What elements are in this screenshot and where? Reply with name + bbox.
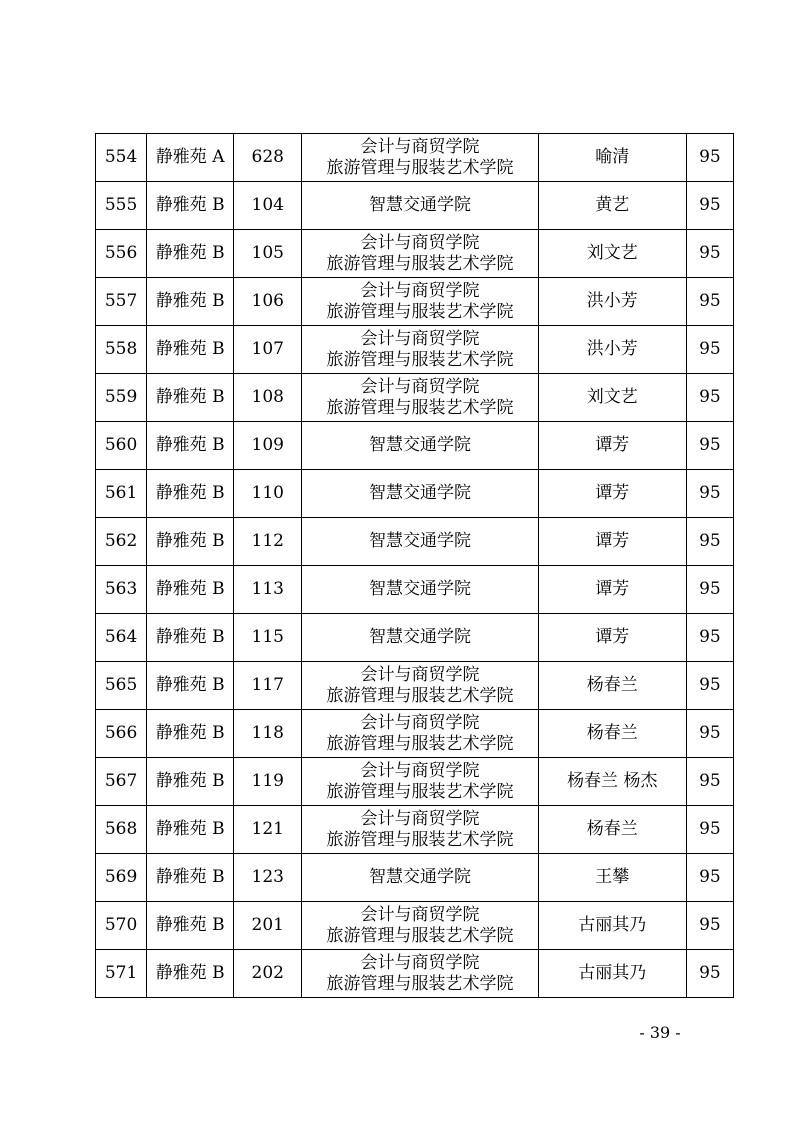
college-name: 会计与商贸学院 xyxy=(360,808,480,829)
table-row xyxy=(96,134,734,182)
college-name: 智慧交通学院 xyxy=(368,195,471,215)
college-name: 会计与商贸学院 xyxy=(360,280,480,301)
cell-college xyxy=(302,614,538,662)
cell-room-number: 115 xyxy=(234,614,302,662)
cell-serial-number: 571 xyxy=(96,950,147,998)
cell-serial-number: 569 xyxy=(96,854,147,902)
college-name: 智慧交通学院 xyxy=(368,627,471,647)
college-name: 智慧交通学院 xyxy=(368,531,471,551)
cell-serial-number: 555 xyxy=(96,182,147,230)
cell-counselor-name: 谭芳 xyxy=(538,470,686,518)
college-name: 会计与商贸学院 xyxy=(360,760,480,781)
cell-score: 95 xyxy=(686,518,733,566)
cell-building: 静雅苑 B xyxy=(147,374,234,422)
cell-building: 静雅苑 B xyxy=(147,662,234,710)
cell-room-number: 107 xyxy=(234,326,302,374)
cell-room-number: 113 xyxy=(234,566,302,614)
cell-building: 静雅苑 B xyxy=(147,806,234,854)
cell-serial-number: 568 xyxy=(96,806,147,854)
cell-counselor-name: 杨春兰 xyxy=(538,710,686,758)
cell-room-number: 201 xyxy=(234,902,302,950)
cell-room-number: 118 xyxy=(234,710,302,758)
cell-college xyxy=(302,374,538,422)
cell-room-number: 123 xyxy=(234,854,302,902)
cell-score: 95 xyxy=(686,806,733,854)
college-name: 智慧交通学院 xyxy=(368,483,471,503)
cell-serial-number: 567 xyxy=(96,758,147,806)
table-row xyxy=(96,518,734,566)
table-row xyxy=(96,182,734,230)
cell-college xyxy=(302,470,538,518)
cell-college xyxy=(302,326,538,374)
college-name: 旅游管理与服装艺术学院 xyxy=(326,733,514,754)
cell-building: 静雅苑 B xyxy=(147,950,234,998)
cell-college xyxy=(302,854,538,902)
cell-score: 95 xyxy=(686,662,733,710)
college-name: 旅游管理与服装艺术学院 xyxy=(326,157,514,178)
cell-score: 95 xyxy=(686,134,733,182)
cell-counselor-name: 王攀 xyxy=(538,854,686,902)
cell-room-number: 110 xyxy=(234,470,302,518)
college-name: 旅游管理与服装艺术学院 xyxy=(326,301,514,322)
cell-serial-number: 561 xyxy=(96,470,147,518)
cell-college xyxy=(302,182,538,230)
cell-serial-number: 564 xyxy=(96,614,147,662)
cell-score: 95 xyxy=(686,566,733,614)
cell-counselor-name: 洪小芳 xyxy=(538,326,686,374)
college-name: 智慧交通学院 xyxy=(368,867,471,887)
cell-counselor-name: 洪小芳 xyxy=(538,278,686,326)
college-name: 会计与商贸学院 xyxy=(360,232,480,253)
cell-score: 95 xyxy=(686,614,733,662)
college-name: 智慧交通学院 xyxy=(368,435,471,455)
dormitory-score-table xyxy=(95,133,734,998)
cell-serial-number: 565 xyxy=(96,662,147,710)
college-name: 会计与商贸学院 xyxy=(360,904,480,925)
cell-counselor-name: 刘文艺 xyxy=(538,230,686,278)
cell-counselor-name: 谭芳 xyxy=(538,614,686,662)
college-name: 旅游管理与服装艺术学院 xyxy=(326,781,514,802)
cell-college xyxy=(302,134,538,182)
table-row xyxy=(96,950,734,998)
cell-college xyxy=(302,662,538,710)
cell-building: 静雅苑 B xyxy=(147,422,234,470)
cell-score: 95 xyxy=(686,422,733,470)
cell-college xyxy=(302,902,538,950)
cell-serial-number: 556 xyxy=(96,230,147,278)
cell-college xyxy=(302,710,538,758)
college-name: 会计与商贸学院 xyxy=(360,328,480,349)
cell-score: 95 xyxy=(686,950,733,998)
table-row xyxy=(96,326,734,374)
cell-serial-number: 557 xyxy=(96,278,147,326)
cell-serial-number: 560 xyxy=(96,422,147,470)
college-name: 会计与商贸学院 xyxy=(360,664,480,685)
table-row xyxy=(96,806,734,854)
cell-serial-number: 558 xyxy=(96,326,147,374)
cell-room-number: 106 xyxy=(234,278,302,326)
table-row xyxy=(96,710,734,758)
cell-serial-number: 562 xyxy=(96,518,147,566)
college-name: 会计与商贸学院 xyxy=(360,376,480,397)
table-row xyxy=(96,614,734,662)
college-name: 智慧交通学院 xyxy=(368,579,471,599)
cell-counselor-name: 喻清 xyxy=(538,134,686,182)
cell-score: 95 xyxy=(686,278,733,326)
table-row xyxy=(96,662,734,710)
college-name: 旅游管理与服装艺术学院 xyxy=(326,685,514,706)
cell-building: 静雅苑 B xyxy=(147,326,234,374)
table-row xyxy=(96,374,734,422)
college-name: 旅游管理与服装艺术学院 xyxy=(326,829,514,850)
college-name: 旅游管理与服装艺术学院 xyxy=(326,397,514,418)
cell-room-number: 109 xyxy=(234,422,302,470)
cell-building: 静雅苑 B xyxy=(147,902,234,950)
cell-counselor-name: 古丽其乃 xyxy=(538,902,686,950)
cell-building: 静雅苑 B xyxy=(147,278,234,326)
cell-counselor-name: 杨春兰 杨杰 xyxy=(538,758,686,806)
college-name: 旅游管理与服装艺术学院 xyxy=(326,253,514,274)
cell-score: 95 xyxy=(686,710,733,758)
cell-building: 静雅苑 B xyxy=(147,566,234,614)
cell-serial-number: 563 xyxy=(96,566,147,614)
cell-college xyxy=(302,518,538,566)
cell-room-number: 202 xyxy=(234,950,302,998)
college-name: 会计与商贸学院 xyxy=(360,712,480,733)
cell-score: 95 xyxy=(686,230,733,278)
cell-counselor-name: 刘文艺 xyxy=(538,374,686,422)
cell-building: 静雅苑 B xyxy=(147,518,234,566)
cell-building: 静雅苑 A xyxy=(147,134,234,182)
cell-building: 静雅苑 B xyxy=(147,614,234,662)
cell-counselor-name: 谭芳 xyxy=(538,422,686,470)
table-row xyxy=(96,566,734,614)
cell-score: 95 xyxy=(686,758,733,806)
table-row xyxy=(96,470,734,518)
cell-college xyxy=(302,230,538,278)
cell-score: 95 xyxy=(686,470,733,518)
cell-counselor-name: 古丽其乃 xyxy=(538,950,686,998)
cell-building: 静雅苑 B xyxy=(147,230,234,278)
cell-score: 95 xyxy=(686,182,733,230)
table-row xyxy=(96,902,734,950)
cell-room-number: 628 xyxy=(234,134,302,182)
table-body xyxy=(96,134,734,998)
page-number: - 39 - xyxy=(639,1023,681,1042)
cell-college xyxy=(302,422,538,470)
cell-score: 95 xyxy=(686,326,733,374)
cell-counselor-name: 杨春兰 xyxy=(538,662,686,710)
cell-building: 静雅苑 B xyxy=(147,854,234,902)
cell-counselor-name: 黄艺 xyxy=(538,182,686,230)
table-row xyxy=(96,278,734,326)
cell-building: 静雅苑 B xyxy=(147,710,234,758)
cell-room-number: 112 xyxy=(234,518,302,566)
cell-serial-number: 566 xyxy=(96,710,147,758)
cell-building: 静雅苑 B xyxy=(147,470,234,518)
cell-score: 95 xyxy=(686,854,733,902)
cell-score: 95 xyxy=(686,902,733,950)
cell-score: 95 xyxy=(686,374,733,422)
cell-serial-number: 570 xyxy=(96,902,147,950)
table-row xyxy=(96,422,734,470)
cell-college xyxy=(302,950,538,998)
cell-college xyxy=(302,806,538,854)
college-name: 旅游管理与服装艺术学院 xyxy=(326,349,514,370)
cell-room-number: 104 xyxy=(234,182,302,230)
cell-room-number: 117 xyxy=(234,662,302,710)
college-name: 旅游管理与服装艺术学院 xyxy=(326,925,514,946)
cell-college xyxy=(302,278,538,326)
cell-college xyxy=(302,758,538,806)
cell-college xyxy=(302,566,538,614)
table-row xyxy=(96,230,734,278)
college-name: 会计与商贸学院 xyxy=(360,136,480,157)
cell-room-number: 121 xyxy=(234,806,302,854)
college-name: 旅游管理与服装艺术学院 xyxy=(326,973,514,994)
cell-counselor-name: 谭芳 xyxy=(538,566,686,614)
cell-room-number: 108 xyxy=(234,374,302,422)
cell-room-number: 105 xyxy=(234,230,302,278)
cell-room-number: 119 xyxy=(234,758,302,806)
cell-counselor-name: 杨春兰 xyxy=(538,806,686,854)
cell-building: 静雅苑 B xyxy=(147,758,234,806)
table-row xyxy=(96,854,734,902)
table-row xyxy=(96,758,734,806)
cell-serial-number: 559 xyxy=(96,374,147,422)
cell-serial-number: 554 xyxy=(96,134,147,182)
college-name: 会计与商贸学院 xyxy=(360,952,480,973)
cell-counselor-name: 谭芳 xyxy=(538,518,686,566)
cell-building: 静雅苑 B xyxy=(147,182,234,230)
